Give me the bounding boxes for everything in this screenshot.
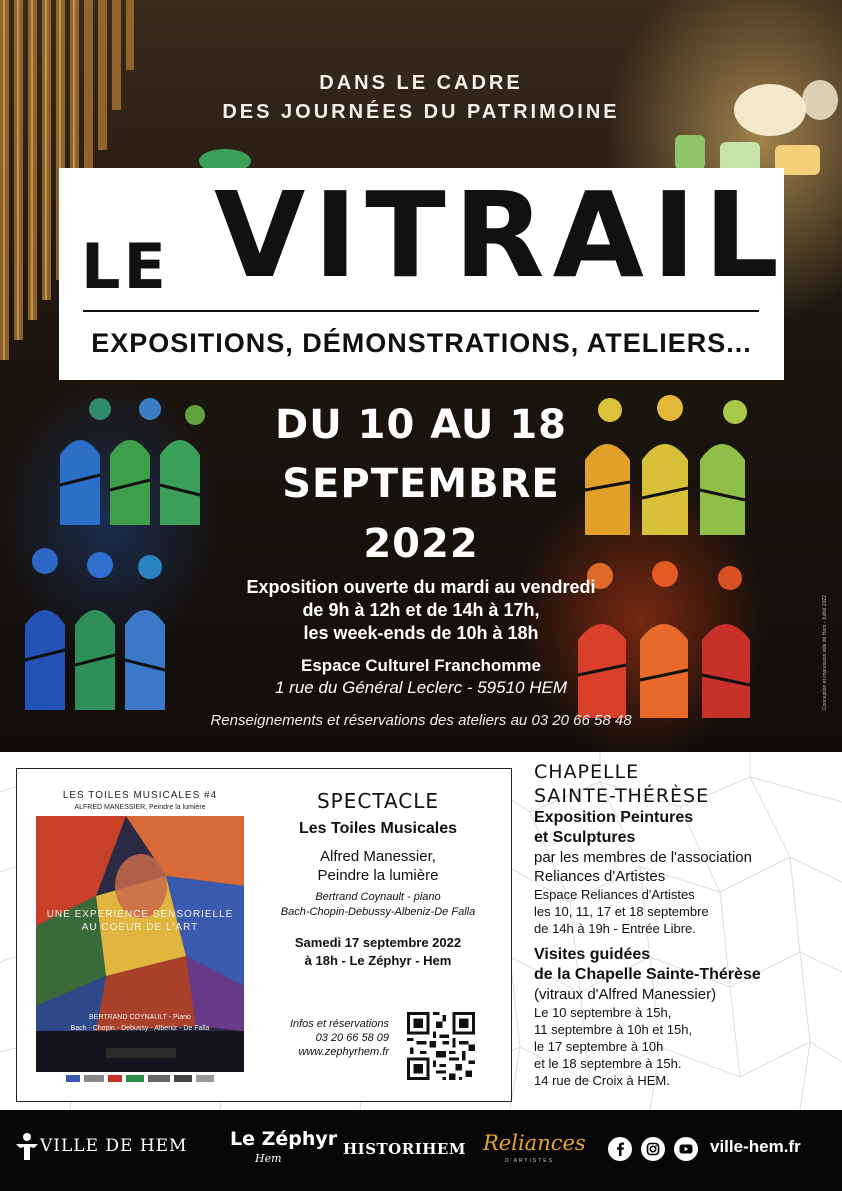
show-booking-info	[257, 1017, 389, 1059]
show-title: Les Toiles Musicales	[299, 820, 457, 837]
expo-title-line1: Exposition Peintures	[534, 809, 694, 826]
poster-performer: BERTRAND COYNAULT - Piano	[89, 1014, 191, 1021]
poster-title: LES TOILES MUSICALES #4	[62, 790, 218, 801]
reliances-logo: Reliances	[483, 1131, 586, 1155]
poster-composers: Bach - Chopin - Debussy - Albeniz - De Falla	[70, 1025, 210, 1032]
zephyr-logo: Le Zéphyr	[230, 1128, 338, 1150]
spectacle-panel	[16, 768, 512, 1102]
poster-sponsor-logos	[66, 1075, 216, 1082]
title-subtitle: EXPOSITIONS, DÉMONSTRATIONS, ATELIERS...	[91, 328, 752, 358]
poster-subtitle: ALFRED MANESSIER, Peindre la lumière	[74, 804, 206, 811]
qr-code[interactable]	[407, 1012, 475, 1080]
show-performer: Bertrand Coynault - piano	[315, 891, 441, 903]
print-credit: Conception et impression ville de Hem - Juillet 2022	[822, 594, 828, 710]
footer	[0, 1110, 842, 1191]
spectacle-heading: SPECTACLE	[316, 789, 440, 813]
booking-phone: 03 20 66 58 09	[315, 1032, 389, 1044]
expo-hours-line1: Exposition ouverte du mardi au vendredi	[246, 577, 596, 597]
show-composers: Bach-Chopin-Debussy-Albeniz-De Falla	[280, 906, 476, 918]
dates-line1: DU 10 AU 18	[275, 402, 567, 448]
pre-title-line1: DANS LE CADRE	[319, 72, 523, 94]
title-box	[59, 166, 787, 380]
booking-info: Renseignements et réservations des ateliers au 03 20 66 58 48	[210, 712, 632, 729]
expo-place: Espace Reliances d'Artistes	[534, 887, 695, 902]
hem-logo: VILLE DE HEM	[40, 1136, 188, 1156]
instagram-icon[interactable]	[641, 1137, 665, 1161]
expo-hours: de 14h à 19h - Entrée Libre.	[534, 921, 696, 936]
visit-date1: Le 10 septembre à 15h,	[534, 1005, 672, 1020]
dates-line3: 2022	[363, 521, 479, 567]
visit-title-line1: Visites guidées	[534, 946, 651, 963]
historihem-logo: HISTORIHEM	[343, 1140, 466, 1158]
show-subtitle-line1: Alfred Manessier,	[320, 848, 436, 865]
facebook-icon[interactable]	[608, 1137, 632, 1161]
visit-title-line2: de la Chapelle Sainte-Thérèse	[534, 966, 761, 983]
show-date-line2: à 18h - Le Zéphyr - Hem	[304, 953, 452, 968]
events-section	[0, 752, 842, 1110]
show-subtitle-line2: Peindre la lumière	[317, 867, 439, 884]
show-date	[253, 934, 503, 970]
poster-tagline1: UNE EXPERIENCE SENSORIELLE	[46, 909, 234, 920]
expo-by-line1: par les membres de l'association	[534, 849, 752, 866]
expo-dates: les 10, 11, 17 et 18 septembre	[534, 904, 709, 919]
expo-hours-line2: de 9h à 12h et de 14h à 17h,	[302, 600, 540, 620]
visit-date3: le 17 septembre à 10h	[534, 1039, 664, 1054]
title-le: LE	[81, 230, 169, 303]
poster-painting-image	[36, 816, 244, 1072]
show-date-line1: Samedi 17 septembre 2022	[294, 935, 462, 950]
website-link[interactable]: ville-hem.fr	[710, 1137, 801, 1156]
show-subtitle	[253, 847, 503, 885]
poster-tagline2: AU COEUR DE L'ART	[81, 922, 199, 933]
expo-by-line2: Reliances d'Artistes	[534, 868, 666, 885]
reliances-logo-sub: D'ARTISTES	[505, 1158, 554, 1164]
chapelle-heading2: SAINTE-THÉRÈSE	[534, 785, 710, 807]
show-poster	[36, 788, 244, 1084]
zephyr-logo-sub: Hem	[255, 1152, 282, 1165]
visit-address: 14 rue de Croix à HEM.	[534, 1073, 670, 1088]
dates-line2: SEPTEMBRE	[282, 461, 560, 507]
title-divider	[83, 310, 759, 312]
booking-website[interactable]: www.zephyrhem.fr	[298, 1046, 389, 1058]
chapelle-heading1: CHAPELLE	[534, 761, 640, 783]
visit-subtitle: (vitraux d'Alfred Manessier)	[534, 986, 717, 1003]
expo-hours-line3: les week-ends de 10h à 18h	[303, 623, 539, 643]
pre-title-line2: DES JOURNÉES DU PATRIMOINE	[222, 101, 620, 123]
show-artists	[253, 890, 503, 920]
expo-title-line2: et Sculptures	[534, 829, 636, 846]
youtube-icon[interactable]	[674, 1137, 698, 1161]
visit-date2: 11 septembre à 10h et 15h,	[534, 1022, 693, 1037]
visit-date4: et le 18 septembre à 15h.	[534, 1056, 682, 1071]
page-title: VITRAIL	[214, 166, 787, 304]
booking-label: Infos et réservations	[289, 1018, 389, 1030]
hem-logo-icon	[14, 1132, 40, 1162]
venue-name: Espace Culturel Franchomme	[301, 656, 541, 675]
venue-address: 1 rue du Général Leclerc - 59510 HEM	[275, 678, 567, 697]
chapelle-panel	[534, 760, 834, 1089]
